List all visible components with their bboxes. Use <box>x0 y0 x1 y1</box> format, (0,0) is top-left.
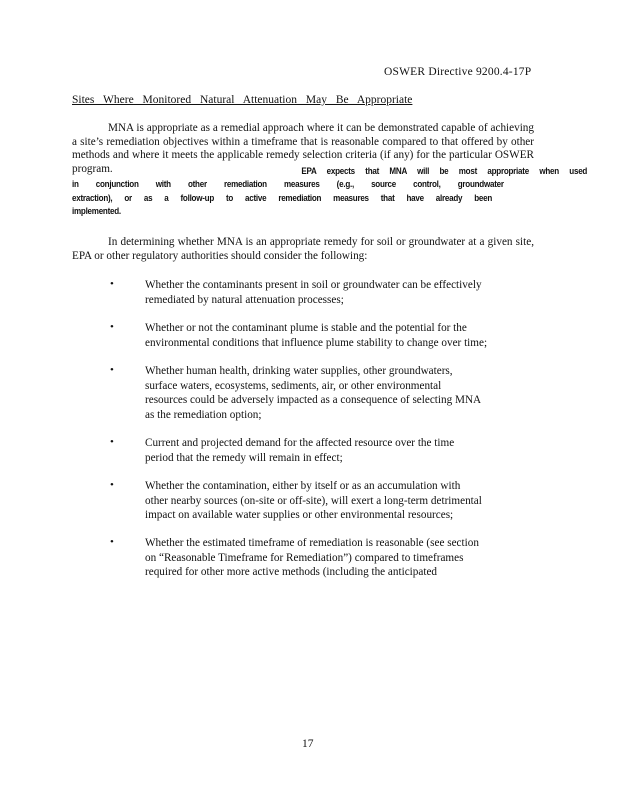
bullet-text <box>145 436 505 465</box>
condensed-line: EPA expects that MNA will be most appropriate when used <box>301 166 588 177</box>
bullet-text <box>145 364 505 422</box>
bullet-line: environmental conditions that influence plume stability to change over time; <box>145 336 488 349</box>
bullet-text <box>145 536 505 580</box>
condensed-line: extraction), or as a follow-up to active remediation measures that have already been <box>72 192 492 204</box>
bullet-text <box>145 321 505 350</box>
paragraph-1-text: MNA is appropriate as a remedial approach where it can be demonstrated capable of achieving a site’s remediation objectives within a timeframe that is reasonable compared to that offered by other methods and where it meets the applicable remedy selection criteria (if any) for the particular OSWER program. <box>72 122 534 175</box>
bullet-dot: • <box>110 321 114 333</box>
bullet-dot: • <box>110 479 114 491</box>
bullet-line: Whether or not the contaminant plume is stable and the potential for the <box>145 322 467 334</box>
bullet-line: Whether human health, drinking water supplies, other groundwaters, <box>145 365 453 377</box>
paragraph-1-condensed <box>72 165 588 218</box>
bullet-line: Whether the contamination, either by itself or as an accumulation with <box>145 480 461 492</box>
bullet-dot: • <box>110 536 114 548</box>
bullet-line: period that the remedy will remain in effect; <box>145 451 343 464</box>
bullet-line: surface waters, ecosystems, sediments, air, or other environmental <box>145 379 442 392</box>
condensed-line: implemented. <box>72 205 121 217</box>
paragraph-determining <box>72 236 534 263</box>
bullet-text <box>145 479 505 523</box>
bullet-line: other nearby sources (on-site or off-site), will exert a long-term detrimental <box>145 494 482 507</box>
page-number: 17 <box>302 738 314 750</box>
bullet-line: as the remediation option; <box>145 408 262 421</box>
bullet-dot: • <box>110 278 114 290</box>
bullet-line: Whether the estimated timeframe of remediation is reasonable (see section <box>145 537 479 549</box>
directive-header: OSWER Directive 9200.4-17P <box>384 66 532 78</box>
bullet-dot: • <box>110 364 114 376</box>
bullet-line: on “Reasonable Timeframe for Remediation”) compared to timeframes <box>145 551 464 564</box>
bullet-line: required for other more active methods (including the anticipated <box>145 566 438 578</box>
bullet-dot: • <box>110 436 114 448</box>
paragraph-2-text: In determining whether MNA is an appropriate remedy for soil or groundwater at a given site, EPA or other regulatory authorities should consider the following: <box>72 236 534 262</box>
bullet-line: Whether the contaminants present in soil or groundwater can be effectively <box>145 279 482 291</box>
condensed-line: in conjunction with other remediation measures (e.g., source control, groundwater <box>72 179 504 191</box>
bullet-line: Current and projected demand for the affected resource over the time <box>145 437 455 449</box>
section-title: Sites Where Monitored Natural Attenuation May Be Appropriate <box>72 94 413 106</box>
bullet-line: resources could be adversely impacted as a consequence of selecting MNA <box>145 394 482 406</box>
bullet-line: remediated by natural attenuation processes; <box>145 293 344 306</box>
bullet-line: impact on available water supplies or other environmental resources; <box>145 509 454 521</box>
bullet-text <box>145 278 505 307</box>
